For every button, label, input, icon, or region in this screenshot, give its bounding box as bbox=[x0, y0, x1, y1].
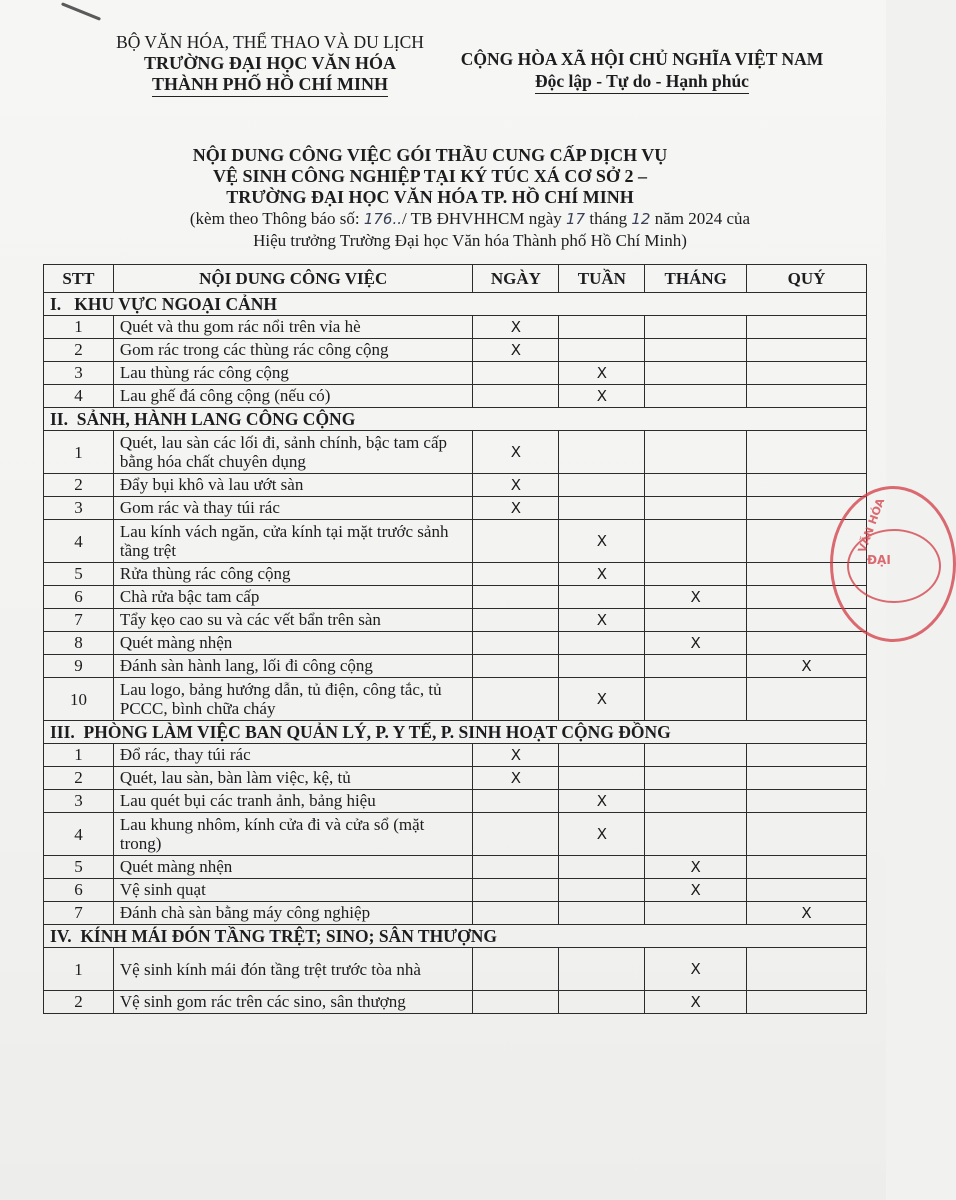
frequency-ngay-cell bbox=[473, 655, 559, 678]
title-line1: NỘI DUNG CÔNG VIỆC GÓI THẦU CUNG CẤP DỊCH VỤ bbox=[192, 145, 668, 165]
frequency-quy-cell bbox=[747, 362, 867, 385]
task-table bbox=[43, 264, 867, 1014]
frequency-ngay-cell: X bbox=[473, 474, 559, 497]
stt-cell: 1 bbox=[44, 948, 114, 991]
task-cell: Rửa thùng rác công cộng bbox=[113, 563, 473, 586]
frequency-thang-cell bbox=[645, 431, 747, 474]
frequency-thang-cell bbox=[645, 678, 747, 721]
stt-cell: 4 bbox=[44, 813, 114, 856]
frequency-tuan-cell bbox=[559, 948, 645, 991]
frequency-thang-cell: X bbox=[645, 632, 747, 655]
document-subtitle bbox=[110, 208, 830, 251]
frequency-tuan-cell bbox=[559, 879, 645, 902]
frequency-ngay-cell bbox=[473, 790, 559, 813]
frequency-tuan-cell bbox=[559, 586, 645, 609]
stt-cell: 6 bbox=[44, 879, 114, 902]
frequency-thang-cell bbox=[645, 474, 747, 497]
frequency-thang-cell: X bbox=[645, 856, 747, 879]
stt-cell: 7 bbox=[44, 609, 114, 632]
frequency-thang-cell bbox=[645, 362, 747, 385]
frequency-quy-cell bbox=[747, 991, 867, 1014]
frequency-ngay-cell: X bbox=[473, 744, 559, 767]
frequency-quy-cell bbox=[747, 316, 867, 339]
frequency-quy-cell bbox=[747, 948, 867, 991]
frequency-quy-cell: X bbox=[747, 655, 867, 678]
table-row bbox=[44, 767, 867, 790]
section-heading: I. KHU VỰC NGOẠI CẢNH bbox=[44, 293, 867, 316]
frequency-tuan-cell: X bbox=[559, 362, 645, 385]
section-heading: II. SẢNH, HÀNH LANG CÔNG CỘNG bbox=[44, 408, 867, 431]
agency-header bbox=[100, 32, 440, 97]
stt-cell: 3 bbox=[44, 362, 114, 385]
title-line3: TRƯỜNG ĐẠI HỌC VĂN HÓA TP. HỒ CHÍ MINH bbox=[226, 187, 634, 207]
frequency-ngay-cell: X bbox=[473, 767, 559, 790]
subtitle-text: / TB ĐHVHHCM ngày bbox=[401, 209, 567, 228]
table-row bbox=[44, 790, 867, 813]
frequency-quy-cell bbox=[747, 678, 867, 721]
frequency-tuan-cell bbox=[559, 474, 645, 497]
frequency-thang-cell bbox=[645, 790, 747, 813]
frequency-thang-cell bbox=[645, 744, 747, 767]
frequency-ngay-cell bbox=[473, 385, 559, 408]
frequency-quy-cell bbox=[747, 879, 867, 902]
frequency-tuan-cell bbox=[559, 856, 645, 879]
frequency-thang-cell bbox=[645, 385, 747, 408]
table-row bbox=[44, 563, 867, 586]
task-cell: Lau khung nhôm, kính cửa đi và cửa sổ (mặt trong) bbox=[113, 813, 473, 856]
frequency-thang-cell bbox=[645, 316, 747, 339]
school-name-line2: THÀNH PHỐ HỒ CHÍ MINH bbox=[152, 74, 388, 97]
table-row bbox=[44, 497, 867, 520]
stt-cell: 3 bbox=[44, 497, 114, 520]
stamp-arc-text: VĂN HÓA bbox=[855, 496, 888, 555]
task-cell: Quét, lau sàn, bàn làm việc, kệ, tủ bbox=[113, 767, 473, 790]
national-header bbox=[452, 48, 832, 94]
section-row bbox=[44, 408, 867, 431]
table-row bbox=[44, 879, 867, 902]
frequency-quy-cell bbox=[747, 767, 867, 790]
subtitle-line2: Hiệu trưởng Trường Đại học Văn hóa Thành phố Hồ Chí Minh) bbox=[253, 231, 687, 250]
document-title bbox=[110, 145, 750, 208]
stt-cell: 2 bbox=[44, 767, 114, 790]
red-seal-stamp bbox=[830, 486, 956, 642]
stt-cell: 3 bbox=[44, 790, 114, 813]
frequency-quy-cell: X bbox=[747, 902, 867, 925]
frequency-ngay-cell bbox=[473, 856, 559, 879]
section-heading: III. PHÒNG LÀM VIỆC BAN QUẢN LÝ, P. Y TẾ, P. SINH HOẠT CỘNG ĐỒNG bbox=[44, 721, 867, 744]
frequency-ngay-cell: X bbox=[473, 431, 559, 474]
table-row bbox=[44, 385, 867, 408]
school-name-line1: TRƯỜNG ĐẠI HỌC VĂN HÓA bbox=[143, 53, 396, 73]
task-cell: Gom rác trong các thùng rác công cộng bbox=[113, 339, 473, 362]
header-stt: STT bbox=[44, 265, 114, 293]
table-row bbox=[44, 316, 867, 339]
task-cell: Lau thùng rác công cộng bbox=[113, 362, 473, 385]
task-cell: Vệ sinh quạt bbox=[113, 879, 473, 902]
table-row bbox=[44, 744, 867, 767]
frequency-thang-cell bbox=[645, 563, 747, 586]
frequency-quy-cell bbox=[747, 813, 867, 856]
task-cell: Lau kính vách ngăn, cửa kính tại mặt trước sảnh tầng trệt bbox=[113, 520, 473, 563]
frequency-ngay-cell bbox=[473, 586, 559, 609]
frequency-thang-cell bbox=[645, 655, 747, 678]
stt-cell: 2 bbox=[44, 991, 114, 1014]
ministry-name: BỘ VĂN HÓA, THỂ THAO VÀ DU LỊCH bbox=[116, 32, 424, 52]
frequency-tuan-cell bbox=[559, 497, 645, 520]
task-cell: Quét, lau sàn các lối đi, sảnh chính, bậc tam cấp bằng hóa chất chuyên dụng bbox=[113, 431, 473, 474]
frequency-quy-cell bbox=[747, 385, 867, 408]
frequency-ngay-cell bbox=[473, 678, 559, 721]
subtitle-text: tháng bbox=[585, 209, 632, 228]
stt-cell: 5 bbox=[44, 856, 114, 879]
table-row bbox=[44, 586, 867, 609]
table-row bbox=[44, 856, 867, 879]
handwritten-month: 12 bbox=[631, 210, 651, 228]
frequency-quy-cell bbox=[747, 632, 867, 655]
frequency-ngay-cell bbox=[473, 948, 559, 991]
header-ngay: NGÀY bbox=[473, 265, 559, 293]
frequency-ngay-cell bbox=[473, 879, 559, 902]
title-line2: VỆ SINH CÔNG NGHIỆP TẠI KÝ TÚC XÁ CƠ SỞ 2 – bbox=[213, 166, 647, 186]
stt-cell: 4 bbox=[44, 385, 114, 408]
frequency-quy-cell bbox=[747, 856, 867, 879]
table-row bbox=[44, 902, 867, 925]
frequency-thang-cell: X bbox=[645, 586, 747, 609]
frequency-tuan-cell: X bbox=[559, 563, 645, 586]
national-motto: Độc lập - Tự do - Hạnh phúc bbox=[535, 70, 749, 94]
handwritten-day: 17 bbox=[566, 210, 586, 228]
task-cell: Gom rác và thay túi rác bbox=[113, 497, 473, 520]
frequency-ngay-cell bbox=[473, 609, 559, 632]
frequency-thang-cell bbox=[645, 902, 747, 925]
table-row bbox=[44, 609, 867, 632]
frequency-tuan-cell bbox=[559, 316, 645, 339]
task-cell: Chà rửa bậc tam cấp bbox=[113, 586, 473, 609]
frequency-tuan-cell bbox=[559, 744, 645, 767]
stt-cell: 6 bbox=[44, 586, 114, 609]
frequency-tuan-cell: X bbox=[559, 520, 645, 563]
frequency-tuan-cell bbox=[559, 655, 645, 678]
frequency-ngay-cell bbox=[473, 632, 559, 655]
table-row bbox=[44, 474, 867, 497]
stt-cell: 4 bbox=[44, 520, 114, 563]
task-cell: Đánh chà sàn bằng máy công nghiệp bbox=[113, 902, 473, 925]
frequency-thang-cell: X bbox=[645, 948, 747, 991]
pen-mark bbox=[61, 2, 101, 21]
stamp-center-text: ĐẠI bbox=[867, 553, 891, 567]
frequency-thang-cell: X bbox=[645, 879, 747, 902]
section-heading: IV. KÍNH MÁI ĐÓN TẦNG TRỆT; SINO; SÂN THƯỢNG bbox=[44, 925, 867, 948]
frequency-tuan-cell bbox=[559, 767, 645, 790]
frequency-tuan-cell: X bbox=[559, 678, 645, 721]
frequency-quy-cell bbox=[747, 431, 867, 474]
stt-cell: 2 bbox=[44, 474, 114, 497]
task-cell: Đổ rác, thay túi rác bbox=[113, 744, 473, 767]
table-row bbox=[44, 632, 867, 655]
frequency-ngay-cell bbox=[473, 813, 559, 856]
table-row bbox=[44, 813, 867, 856]
frequency-quy-cell bbox=[747, 339, 867, 362]
header-task: NỘI DUNG CÔNG VIỆC bbox=[113, 265, 473, 293]
frequency-tuan-cell: X bbox=[559, 609, 645, 632]
stt-cell: 9 bbox=[44, 655, 114, 678]
frequency-ngay-cell bbox=[473, 991, 559, 1014]
frequency-quy-cell bbox=[747, 790, 867, 813]
task-cell: Vệ sinh gom rác trên các sino, sân thượng bbox=[113, 991, 473, 1014]
section-row bbox=[44, 721, 867, 744]
stt-cell: 1 bbox=[44, 316, 114, 339]
stt-cell: 1 bbox=[44, 744, 114, 767]
frequency-tuan-cell: X bbox=[559, 790, 645, 813]
frequency-thang-cell: X bbox=[645, 991, 747, 1014]
task-cell: Lau quét bụi các tranh ảnh, bảng hiệu bbox=[113, 790, 473, 813]
task-cell: Quét màng nhện bbox=[113, 856, 473, 879]
task-cell: Tẩy kẹo cao su và các vết bẩn trên sàn bbox=[113, 609, 473, 632]
frequency-ngay-cell: X bbox=[473, 497, 559, 520]
stt-cell: 10 bbox=[44, 678, 114, 721]
header-quy: QUÝ bbox=[747, 265, 867, 293]
frequency-ngay-cell: X bbox=[473, 339, 559, 362]
table-row bbox=[44, 362, 867, 385]
task-cell: Vệ sinh kính mái đón tầng trệt trước tòa nhà bbox=[113, 948, 473, 991]
task-cell: Quét và thu gom rác nổi trên vỉa hè bbox=[113, 316, 473, 339]
table-row bbox=[44, 678, 867, 721]
stt-cell: 1 bbox=[44, 431, 114, 474]
frequency-tuan-cell bbox=[559, 902, 645, 925]
frequency-tuan-cell bbox=[559, 339, 645, 362]
task-cell: Đánh sàn hành lang, lối đi công cộng bbox=[113, 655, 473, 678]
frequency-tuan-cell bbox=[559, 991, 645, 1014]
header-thang: THÁNG bbox=[645, 265, 747, 293]
frequency-tuan-cell: X bbox=[559, 813, 645, 856]
frequency-tuan-cell: X bbox=[559, 385, 645, 408]
section-row bbox=[44, 293, 867, 316]
table-row bbox=[44, 991, 867, 1014]
frequency-thang-cell bbox=[645, 339, 747, 362]
frequency-quy-cell bbox=[747, 474, 867, 497]
task-cell: Lau ghế đá công cộng (nếu có) bbox=[113, 385, 473, 408]
frequency-thang-cell bbox=[645, 497, 747, 520]
table-body bbox=[44, 293, 867, 1014]
frequency-ngay-cell bbox=[473, 520, 559, 563]
table-row bbox=[44, 520, 867, 563]
table-header-row bbox=[44, 265, 867, 293]
frequency-thang-cell bbox=[645, 767, 747, 790]
frequency-ngay-cell: X bbox=[473, 316, 559, 339]
country-name: CỘNG HÒA XÃ HỘI CHỦ NGHĨA VIỆT NAM bbox=[460, 49, 824, 69]
task-cell: Quét màng nhện bbox=[113, 632, 473, 655]
frequency-thang-cell bbox=[645, 520, 747, 563]
section-row bbox=[44, 925, 867, 948]
frequency-ngay-cell bbox=[473, 902, 559, 925]
stt-cell: 2 bbox=[44, 339, 114, 362]
table-row bbox=[44, 948, 867, 991]
subtitle-text: năm 2024 của bbox=[650, 209, 751, 228]
frequency-ngay-cell bbox=[473, 563, 559, 586]
task-cell: Lau logo, bảng hướng dẫn, tủ điện, công tắc, tủ PCCC, bình chữa cháy bbox=[113, 678, 473, 721]
handwritten-number: 176.. bbox=[363, 210, 402, 228]
task-cell: Đẩy bụi khô và lau ướt sàn bbox=[113, 474, 473, 497]
stt-cell: 8 bbox=[44, 632, 114, 655]
subtitle-text: (kèm theo Thông báo số: bbox=[189, 209, 364, 228]
frequency-thang-cell bbox=[645, 609, 747, 632]
subtitle-line1 bbox=[110, 208, 830, 230]
frequency-thang-cell bbox=[645, 813, 747, 856]
frequency-quy-cell bbox=[747, 744, 867, 767]
header-tuan: TUẦN bbox=[559, 265, 645, 293]
stt-cell: 7 bbox=[44, 902, 114, 925]
frequency-ngay-cell bbox=[473, 362, 559, 385]
table-row bbox=[44, 431, 867, 474]
stt-cell: 5 bbox=[44, 563, 114, 586]
frequency-tuan-cell bbox=[559, 431, 645, 474]
table-row bbox=[44, 655, 867, 678]
frequency-tuan-cell bbox=[559, 632, 645, 655]
table-row bbox=[44, 339, 867, 362]
